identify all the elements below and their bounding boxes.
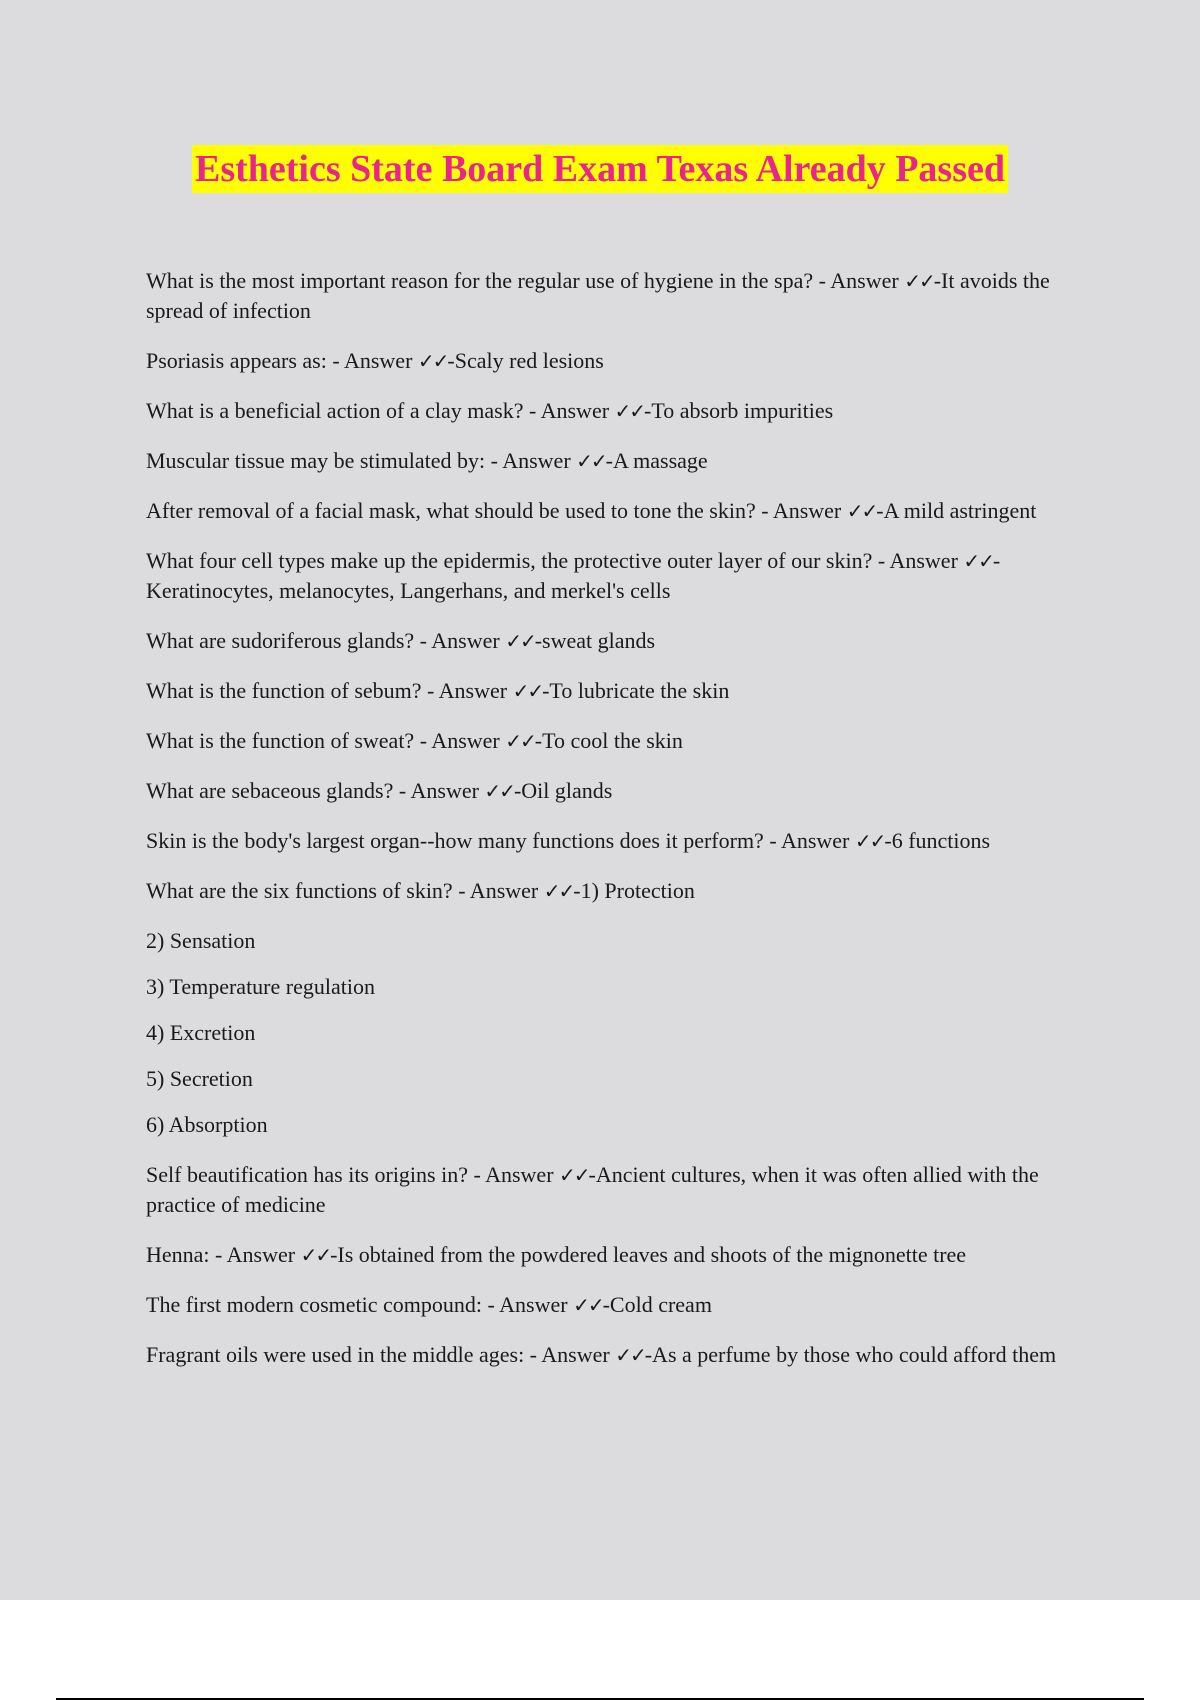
question-text: What are the six functions of skin? - Answer <box>146 878 544 903</box>
double-check-icon: ✓✓ <box>904 269 934 293</box>
answer-text: -sweat glands <box>534 628 656 653</box>
qa-item <box>146 876 1106 906</box>
answer-text: -As a perfume by those who could afford them <box>644 1342 1057 1367</box>
answer-text: -Is obtained from the powdered leaves and shoots of the mignonette tree <box>330 1242 967 1267</box>
qa-item <box>146 446 1106 476</box>
double-check-icon: ✓✓ <box>512 679 543 703</box>
double-check-icon: ✓✓ <box>417 349 448 373</box>
question-text: The first modern cosmetic compound: - Answer <box>146 1292 574 1317</box>
question-text: Muscular tissue may be stimulated by: - Answer <box>146 448 577 473</box>
double-check-icon: ✓✓ <box>614 399 645 423</box>
question-text: Skin is the body's largest organ--how many functions does it perform? - Answer <box>146 828 855 853</box>
skin-function-item: 5) Secretion <box>146 1066 253 1091</box>
page-title: Esthetics State Board Exam Texas Already Passed <box>192 145 1008 193</box>
double-check-icon: ✓✓ <box>484 779 514 803</box>
qa-item <box>146 1160 1106 1220</box>
qa-content <box>146 266 1106 1390</box>
qa-item <box>146 626 1106 656</box>
qa-item <box>146 266 1106 326</box>
qa-item <box>146 496 1106 526</box>
question-text: What is the most important reason for the regular use of hygiene in the spa? - Answer <box>146 268 905 293</box>
question-text: Henna: - Answer <box>146 1242 301 1267</box>
answer-text: -A massage <box>605 448 708 473</box>
skin-function-item: 4) Excretion <box>146 1020 256 1045</box>
title-wrapper <box>0 145 1200 193</box>
double-check-icon: ✓✓ <box>559 1163 589 1187</box>
answer-text: -Scaly red lesions <box>447 348 604 373</box>
answer-text: -To cool the skin <box>534 728 683 753</box>
qa-item <box>146 826 1106 856</box>
double-check-icon: ✓✓ <box>854 829 885 853</box>
qa-item <box>146 1340 1106 1370</box>
qa-item <box>146 1290 1106 1320</box>
double-check-icon: ✓✓ <box>505 729 535 753</box>
answer-text: -6 functions <box>884 828 991 853</box>
question-text: What is the function of sebum? - Answer <box>146 678 513 703</box>
answer-text: -To lubricate the skin <box>542 678 730 703</box>
qa-item <box>146 726 1106 756</box>
answer-text: -Keratinocytes, melanocytes, Langerhans, and merkel's cells <box>146 548 1001 603</box>
question-text: What are sudoriferous glands? - Answer <box>146 628 506 653</box>
answer-text: -To absorb impurities <box>644 398 834 423</box>
question-text: Psoriasis appears as: - Answer <box>146 348 418 373</box>
double-check-icon: ✓✓ <box>963 549 993 573</box>
double-check-icon: ✓✓ <box>846 499 877 523</box>
double-check-icon: ✓✓ <box>300 1243 331 1267</box>
question-text: What four cell types make up the epidermis, the protective outer layer of our skin? - Answer <box>146 548 964 573</box>
qa-item <box>146 1240 1106 1270</box>
double-check-icon: ✓✓ <box>615 1343 645 1367</box>
question-text: What are sebaceous glands? - Answer <box>146 778 485 803</box>
question-text: Self beautification has its origins in? - Answer <box>146 1162 560 1187</box>
answer-text: -It avoids the spread of infection <box>146 268 1050 323</box>
qa-item <box>146 676 1106 706</box>
answer-text: -Ancient cultures, when it was often allied with the practice of medicine <box>146 1162 1039 1217</box>
double-check-icon: ✓✓ <box>576 449 606 473</box>
skin-function-item: 3) Temperature regulation <box>146 974 375 999</box>
skin-function-item: 2) Sensation <box>146 928 256 953</box>
double-check-icon: ✓✓ <box>573 1293 603 1317</box>
answer-text: -A mild astringent <box>876 498 1037 523</box>
answer-text: -1) Protection <box>573 878 695 903</box>
answer-text: -Oil glands <box>513 778 613 803</box>
double-check-icon: ✓✓ <box>505 629 535 653</box>
answer-text: -Cold cream <box>602 1292 712 1317</box>
qa-item <box>146 396 1106 426</box>
qa-item <box>146 546 1106 606</box>
question-text: Fragrant oils were used in the middle ages: - Answer <box>146 1342 616 1367</box>
question-text: What is a beneficial action of a clay mask? - Answer <box>146 398 615 423</box>
double-check-icon: ✓✓ <box>543 879 574 903</box>
qa-item <box>146 776 1106 806</box>
question-text: What is the function of sweat? - Answer <box>146 728 506 753</box>
skin-function-item: 6) Absorption <box>146 1112 268 1137</box>
question-text: After removal of a facial mask, what should be used to tone the skin? - Answer <box>146 498 847 523</box>
qa-item <box>146 346 1106 376</box>
